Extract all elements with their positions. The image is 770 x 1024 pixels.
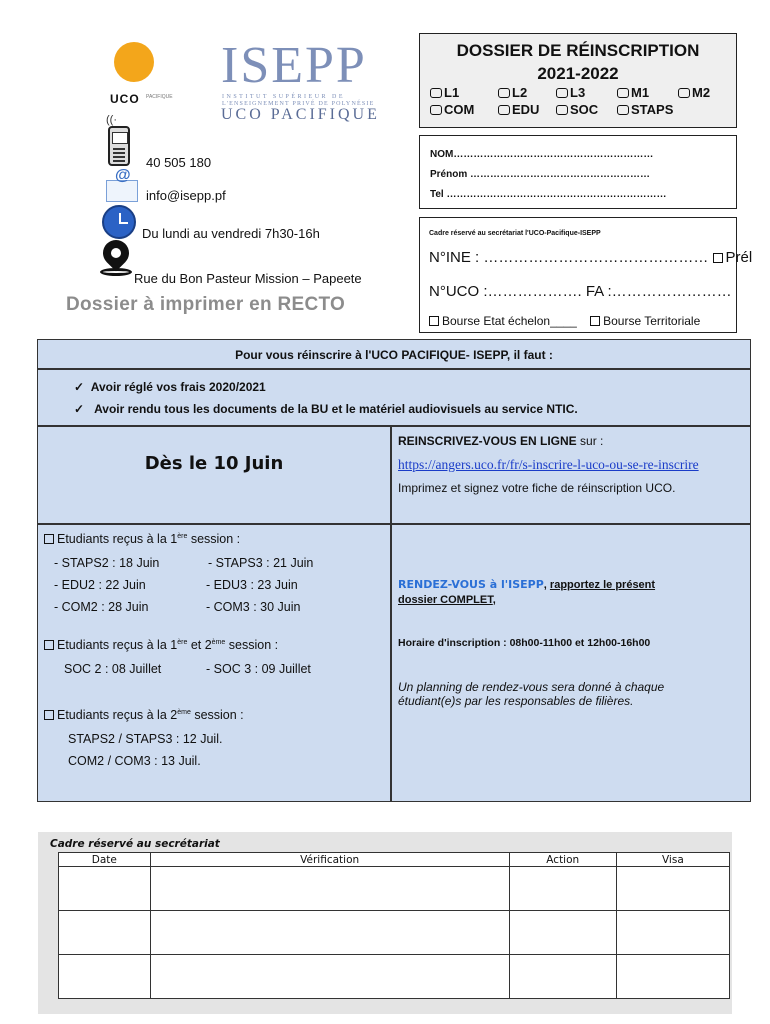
checkbox-icon (429, 316, 439, 326)
start-date-label: Dès le 10 Juin (144, 453, 284, 474)
table-cell[interactable] (59, 867, 151, 911)
table-cell[interactable] (509, 955, 616, 999)
contact-email: info@isepp.pf (146, 188, 226, 203)
level-option-l2[interactable]: L2 (498, 85, 527, 100)
session2-date: STAPS2 / STAPS3 : 12 Juil. (68, 732, 223, 746)
check-icon: ✓ (74, 402, 95, 416)
col-verification: Vérification (150, 853, 509, 867)
bourse-territoriale-option[interactable]: Bourse Territoriale (590, 314, 700, 328)
checkbox-icon (556, 105, 568, 115)
table-row (59, 911, 730, 955)
table-cell[interactable] (509, 867, 616, 911)
rdv-line2: dossier COMPLET, (398, 594, 496, 606)
session2-label: Etudiants reçus à la 2ème session : (44, 708, 244, 722)
session1-date: - COM2 : 28 Juin (54, 600, 149, 614)
col-date: Date (59, 853, 151, 867)
session12-date: - SOC 3 : 09 Juillet (206, 662, 311, 676)
table-cell[interactable] (616, 911, 729, 955)
table-row (59, 955, 730, 999)
program-option-staps[interactable]: STAPS (617, 102, 673, 117)
tel-field[interactable]: Tel ………………………………………………………… (430, 189, 667, 200)
session1-label: Etudiants reçus à la 1ère session : (44, 532, 240, 546)
checkbox-icon (713, 253, 723, 263)
requirement-item: ✓ Avoir réglé vos frais 2020/2021 (74, 380, 266, 394)
mail-icon (106, 180, 138, 202)
phone-icon (108, 126, 130, 166)
checkbox-icon (430, 88, 442, 98)
checkbox-icon (617, 88, 629, 98)
table-cell[interactable] (59, 911, 151, 955)
level-option-m2[interactable]: M2 (678, 85, 710, 100)
uco-fa-field[interactable]: N°UCO :………………. FA :…………………… (429, 283, 732, 300)
isepp-logo-uco: UCO PACIFIQUE (221, 106, 380, 123)
checkbox-icon (498, 105, 510, 115)
secretariat-box (419, 217, 753, 333)
session1-date: - COM3 : 30 Juin (206, 600, 301, 614)
table-cell[interactable] (59, 955, 151, 999)
checkbox-icon (44, 640, 54, 650)
verification-table (58, 852, 730, 999)
secretariat-box-title: Cadre réservé au secrétariat l'UCO-Pacifique-ISEPP (429, 230, 601, 237)
table-cell[interactable] (509, 911, 616, 955)
session1-date: - STAPS3 : 21 Juin (208, 556, 314, 570)
checkbox-icon (590, 316, 600, 326)
online-print-note: Imprimez et signez votre fiche de réinscription UCO. (398, 481, 676, 495)
planning-note-line2: étudiant(e)s par les responsables de filières. (398, 694, 634, 708)
checkbox-icon (430, 105, 442, 115)
nom-field[interactable]: NOM…………………………………………………… (430, 149, 654, 160)
uco-logo-text: UCO (110, 92, 140, 106)
identity-box (419, 135, 737, 209)
location-pin-base (100, 268, 132, 276)
table-cell[interactable] (150, 955, 509, 999)
requirements-header: Pour vous réinscrire à l'UCO PACIFIQUE- ISEPP, il faut : (235, 348, 553, 362)
divider (38, 425, 750, 427)
contact-phone: 40 505 180 (146, 155, 212, 170)
checkbox-icon (498, 88, 510, 98)
isepp-logo-line2: L'ENSEIGNEMENT PRIVÉ DE POLYNÉSIE (222, 101, 375, 107)
bourse-options (429, 314, 700, 328)
session2-date: COM2 / COM3 : 13 Juil. (68, 754, 201, 768)
divider (38, 523, 750, 525)
location-pin-icon (98, 235, 135, 272)
session1-date: - STAPS2 : 18 Juin (54, 556, 160, 570)
dossier-year: 2021-2022 (537, 64, 619, 83)
col-visa: Visa (616, 853, 729, 867)
dossier-title: DOSSIER DE RÉINSCRIPTION (456, 41, 700, 60)
rdv-line1: RENDEZ-VOUS à l'ISEPP, rapportez le présent (398, 578, 656, 591)
level-option-l3[interactable]: L3 (556, 85, 585, 100)
verification-section (38, 832, 732, 1014)
col-action: Action (509, 853, 616, 867)
uco-logo-subtitle: PACIFIQUE (146, 94, 173, 100)
clock-icon (102, 205, 136, 239)
checkbox-icon (44, 710, 54, 720)
horaire-inscription: Horaire d'inscription : 08h00-11h00 et 12h00-16h00 (398, 637, 651, 649)
session1-date: - EDU2 : 22 Juin (54, 578, 146, 592)
signal-icon: ((· (106, 114, 117, 126)
ine-field[interactable]: N°INE : ……………………………………… Prél (429, 249, 753, 266)
logo-area (106, 37, 396, 125)
level-option-l1[interactable]: L1 (430, 85, 459, 100)
print-notice: Dossier à imprimer en RECTO (66, 294, 346, 315)
contact-address: Rue du Bon Pasteur Mission – Papeete (134, 271, 362, 286)
divider (390, 425, 392, 801)
session1-date: - EDU3 : 23 Juin (206, 578, 298, 592)
checkbox-icon (678, 88, 690, 98)
uco-logo-sun (114, 42, 154, 82)
session12-label: Etudiants reçus à la 1ère et 2ème session : (44, 638, 278, 652)
online-link[interactable]: https://angers.uco.fr/fr/s-inscrire-l-uco-ou-se-re-inscrire (398, 457, 699, 472)
program-option-com[interactable]: COM (430, 102, 474, 117)
check-icon: ✓ (74, 380, 91, 394)
table-cell[interactable] (150, 911, 509, 955)
session12-date: SOC 2 : 08 Juillet (64, 662, 162, 676)
online-title: REINSCRIVEZ-VOUS EN LIGNE sur : (398, 434, 604, 448)
isepp-logo-line1: INSTITUT SUPÉRIEUR DE (222, 94, 346, 100)
program-option-soc[interactable]: SOC (556, 102, 598, 117)
contact-hours: Du lundi au vendredi 7h30-16h (142, 226, 320, 241)
bourse-etat-option[interactable]: Bourse Etat échelon____ (429, 314, 577, 328)
table-cell[interactable] (616, 867, 729, 911)
verification-title: Cadre réservé au secrétariat (50, 838, 220, 850)
table-row (59, 867, 730, 911)
table-cell[interactable] (150, 867, 509, 911)
planning-note-line1: Un planning de rendez-vous sera donné à chaque (398, 680, 665, 694)
reinscription-info-table (37, 339, 751, 802)
program-option-edu[interactable]: EDU (498, 102, 539, 117)
prel-label: Prél (725, 249, 753, 266)
prenom-field[interactable]: Prénom ……………………………………………… (430, 169, 651, 180)
divider (38, 368, 750, 370)
requirement-item: ✓ Avoir rendu tous les documents de la BU et le matériel audiovisuels au service NTIC. (74, 402, 578, 416)
table-header-row (59, 853, 730, 867)
checkbox-icon (556, 88, 568, 98)
level-option-m1[interactable]: M1 (617, 85, 649, 100)
checkbox-icon (44, 534, 54, 544)
isepp-logo-word: ISEPP (221, 37, 367, 94)
dossier-box (419, 33, 737, 128)
checkbox-icon (617, 105, 629, 115)
table-cell[interactable] (616, 955, 729, 999)
